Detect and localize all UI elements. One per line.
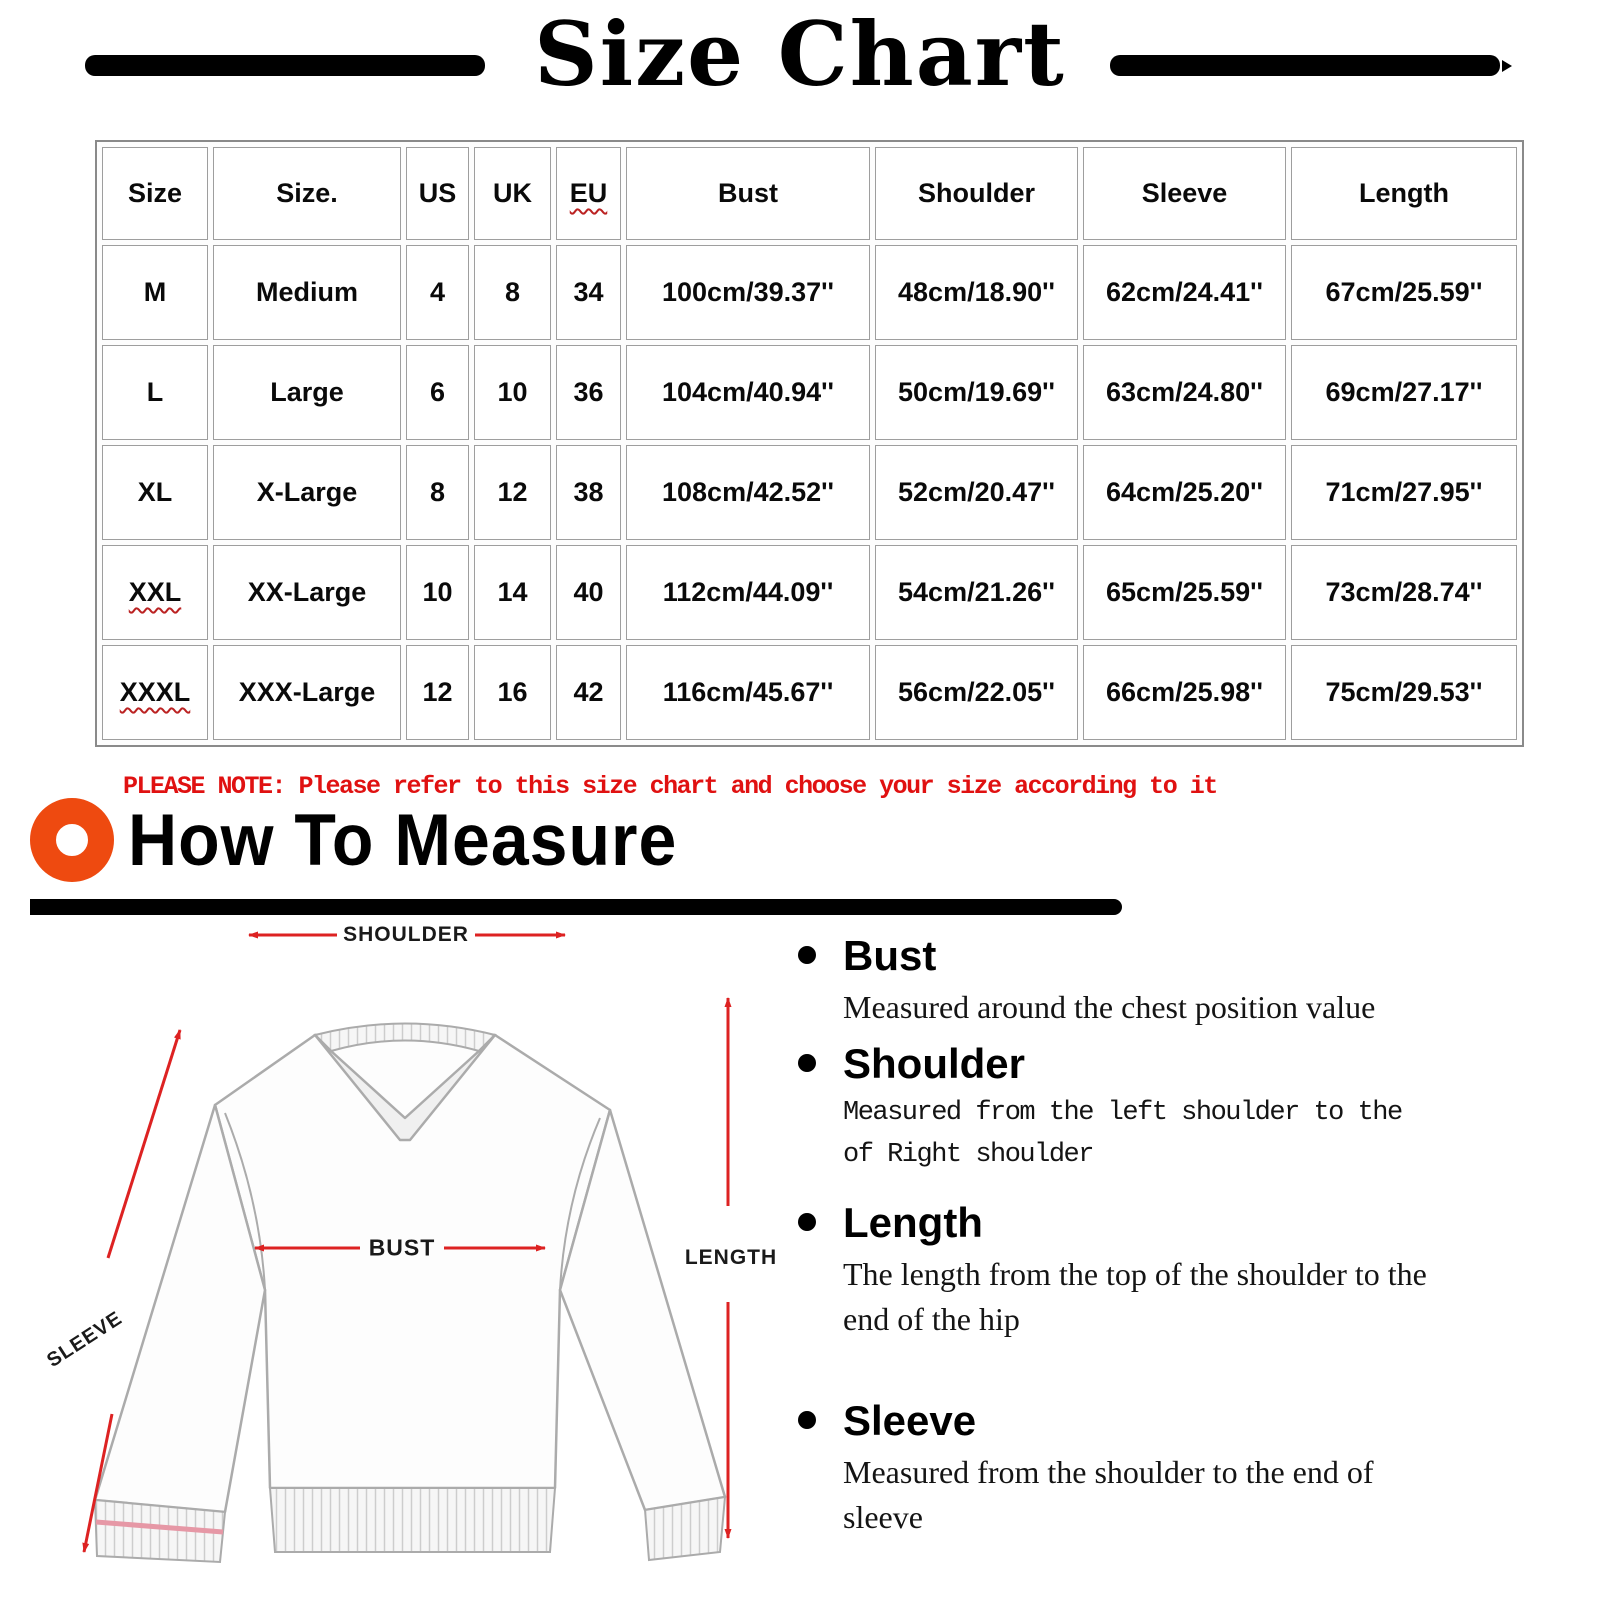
- size-cell: 34: [556, 245, 621, 340]
- how-to-measure-title: How To Measure: [128, 798, 678, 882]
- size-cell: XXL: [102, 545, 208, 640]
- size-cell: XXXL: [102, 645, 208, 740]
- bullet-dot-icon: [798, 1054, 816, 1072]
- size-cell: 42: [556, 645, 621, 740]
- table-header-row: [102, 147, 1517, 240]
- column-header-size: Size.: [213, 147, 401, 240]
- bust-label: BUST: [368, 1234, 436, 1261]
- size-cell: 10: [406, 545, 469, 640]
- size-cell: 8: [406, 445, 469, 540]
- column-header-bust: Bust: [626, 147, 870, 240]
- sleeve-arrow-upper: [108, 1030, 180, 1258]
- size-chart-table: [95, 140, 1524, 747]
- size-cell: 100cm/39.37'': [626, 245, 870, 340]
- guide-term: Sleeve: [843, 1397, 977, 1444]
- size-note: PLEASE NOTE: Please refer to this size chart and choose your size according to it: [123, 772, 1217, 801]
- length-label: LENGTH: [684, 1246, 778, 1269]
- column-header-us: US: [406, 147, 469, 240]
- column-header-shoulder: Shoulder: [875, 147, 1078, 240]
- size-cell: 56cm/22.05'': [875, 645, 1078, 740]
- title-rule-right: [1110, 55, 1500, 76]
- size-cell: X-Large: [213, 445, 401, 540]
- size-cell: Medium: [213, 245, 401, 340]
- size-cell: 116cm/45.67'': [626, 645, 870, 740]
- size-cell: 75cm/29.53'': [1291, 645, 1517, 740]
- shoulder-label: SHOULDER: [343, 923, 469, 946]
- table-row-l: [102, 345, 1517, 440]
- hem-band: [270, 1488, 555, 1552]
- column-header-eu: EU: [556, 147, 621, 240]
- size-cell: 69cm/27.17'': [1291, 345, 1517, 440]
- size-cell: 65cm/25.59'': [1083, 545, 1286, 640]
- size-cell: 63cm/24.80'': [1083, 345, 1286, 440]
- how-to-measure-header: [30, 798, 677, 882]
- size-cell: 48cm/18.90'': [875, 245, 1078, 340]
- guide-term: Shoulder: [843, 1040, 1026, 1087]
- table-row-xl: [102, 445, 1517, 540]
- size-cell: 8: [474, 245, 551, 340]
- size-cell: 10: [474, 345, 551, 440]
- size-cell: 73cm/28.74'': [1291, 545, 1517, 640]
- table-row-m: [102, 245, 1517, 340]
- size-cell: 40: [556, 545, 621, 640]
- size-cell: 66cm/25.98'': [1083, 645, 1286, 740]
- size-cell: 14: [474, 545, 551, 640]
- size-cell: 36: [556, 345, 621, 440]
- column-header-size: Size: [102, 147, 208, 240]
- guide-description: Measured around the chest position value: [843, 989, 1376, 1026]
- sweater-body: [215, 1035, 610, 1488]
- size-cell: M: [102, 245, 208, 340]
- table-row-xxxl: [102, 645, 1517, 740]
- size-cell: L: [102, 345, 208, 440]
- guide-description: Measured from the left shoulder to the of Right shoulder: [843, 1098, 1402, 1171]
- size-cell: 4: [406, 245, 469, 340]
- size-cell: 108cm/42.52'': [626, 445, 870, 540]
- size-cell: Large: [213, 345, 401, 440]
- bullet-dot-icon: [798, 1213, 816, 1231]
- size-cell: XX-Large: [213, 545, 401, 640]
- guide-item-length: [798, 1200, 1458, 1342]
- size-cell: 54cm/21.26'': [875, 545, 1078, 640]
- bullet-dot-icon: [798, 946, 816, 964]
- guide-term: Bust: [843, 932, 937, 979]
- size-cell: 67cm/25.59'': [1291, 245, 1517, 340]
- size-cell: 62cm/24.41'': [1083, 245, 1286, 340]
- column-header-length: Length: [1291, 147, 1517, 240]
- size-cell: 104cm/40.94'': [626, 345, 870, 440]
- size-cell: XL: [102, 445, 208, 540]
- orange-ring-icon: [30, 798, 114, 882]
- guide-term: Length: [843, 1199, 983, 1246]
- guide-item-bust: [798, 933, 1458, 1030]
- size-cell: 6: [406, 345, 469, 440]
- size-cell: 38: [556, 445, 621, 540]
- page-title: Size Chart: [534, 2, 1066, 106]
- size-cell: 12: [406, 645, 469, 740]
- measure-diagram-section: [0, 900, 1600, 1600]
- title-rule-tip: [1502, 60, 1512, 72]
- size-cell: XXX-Large: [213, 645, 401, 740]
- guide-item-sleeve: [798, 1398, 1458, 1540]
- column-header-uk: UK: [474, 147, 551, 240]
- sleeve-label: SLEEVE: [43, 1307, 127, 1372]
- size-cell: 112cm/44.09'': [626, 545, 870, 640]
- size-cell: 64cm/25.20'': [1083, 445, 1286, 540]
- table-body: [102, 245, 1517, 740]
- table-header-row: [102, 147, 1517, 240]
- size-cell: 16: [474, 645, 551, 740]
- size-cell: 50cm/19.69'': [875, 345, 1078, 440]
- size-cell: 12: [474, 445, 551, 540]
- bullet-dot-icon: [798, 1411, 816, 1429]
- size-cell: 52cm/20.47'': [875, 445, 1078, 540]
- guide-item-shoulder: [798, 1041, 1458, 1177]
- title-rule-left: [85, 55, 485, 76]
- size-cell: 71cm/27.95'': [1291, 445, 1517, 540]
- column-header-sleeve: Sleeve: [1083, 147, 1286, 240]
- guide-description: The length from the top of the shoulder to the end of the hip: [843, 1256, 1427, 1337]
- guide-description: Measured from the shoulder to the end of sleeve: [843, 1454, 1374, 1535]
- table-row-xxl: [102, 545, 1517, 640]
